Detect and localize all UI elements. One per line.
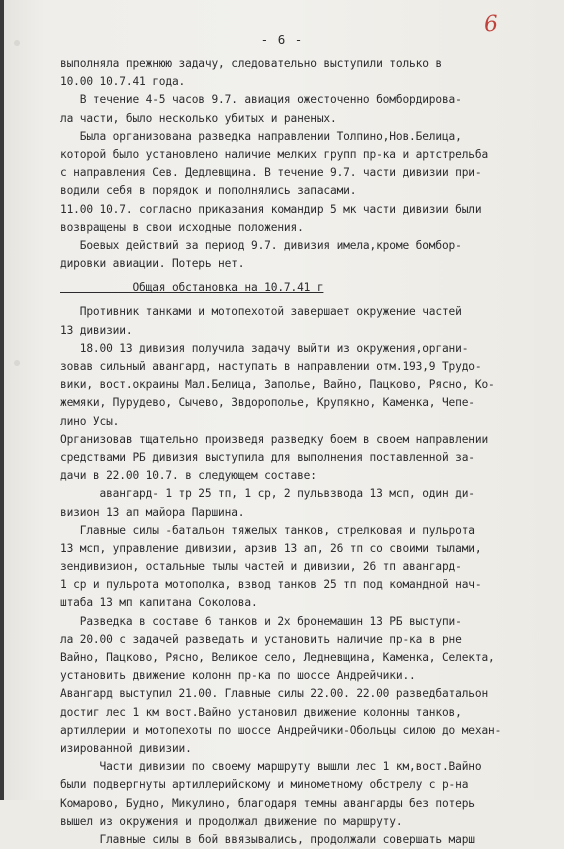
text-line: ла 20.00 с задачей разведать и установить наличие пр-ка в рне	[60, 632, 462, 646]
page-number: - 6 -	[260, 32, 304, 47]
text-line: дачи в 22.00 10.7. в следующем составе:	[60, 469, 317, 483]
text-line: зендивизион, остальные тылы частей и дивизии, 26 тп авангард-	[60, 560, 462, 574]
text-line: Была организована разведка направлении Толпино,Нов.Белица,	[60, 129, 462, 143]
text-line: Организовав тщательно произведя разведку боем в своем направлении	[60, 432, 489, 446]
text-line: изированной дивизии.	[60, 741, 192, 755]
text-line: Комарово, Будно, Микулино, благодаря темны авангарды без потерь	[60, 796, 475, 810]
punch-hole	[14, 360, 20, 366]
text-line: авангард- 1 тр 25 тп, 1 ср, 2 пульвзвода 13 мсп, один ди-	[60, 487, 475, 501]
text-line: Авангард выступил 21.00. Главные силы 22.00. 22.00 разведбатальон	[60, 687, 489, 701]
text-line: Вайно, Пацково, Рясно, Великое село, Ледневщина, Каменка, Селекта,	[60, 651, 495, 664]
text-line: Главные силы в бой ввязывались, продолжали совершать марш	[60, 832, 475, 846]
text-line: Части дивизии по своему маршруту вышли лес 1 км,вост.Вайно	[60, 760, 482, 774]
archive-page-number: 6	[483, 11, 499, 38]
text-line: установить движение колонн пр-ка по шоссе Андрейчики..	[60, 669, 416, 683]
text-line: Разведка в составе 6 танков и 2х бронемашин 13 РБ выступи-	[60, 614, 462, 628]
text-line: 11.00 10.7. согласно приказания командир 5 мк части дивизии были	[60, 202, 482, 216]
text-line: выполняла прежнюю задачу, следовательно выступили только в	[60, 57, 442, 70]
text-line: В течение 4-5 часов 9.7. авиация ожесточенно бомбордирова-	[60, 93, 462, 107]
text-line: возвращены в свои исходные положения.	[60, 220, 304, 234]
text-line: лино Усы.	[60, 414, 120, 428]
text-line: вышел из окружения и продолжал движение по маршруту.	[60, 814, 403, 828]
text-line: 1 ср и пульрота мотополка, взвод танков 25 тп под командной нач-	[60, 578, 482, 592]
text-line: достиг лес 1 км вост.Вайно установил движение колонны танков,	[60, 705, 462, 719]
text-line: водили себя в порядок и пополнялись запасами.	[60, 184, 357, 198]
text-line: 18.00 13 дивизия получила задачу выйти из окружения,органи-	[60, 341, 469, 355]
text-line: 13 мсп, управление дивизии, арзив 13 ап, 26 тп со своими тылами,	[60, 541, 482, 555]
text-line: артиллерии и мотопехоты по шоссе Андрейчики-Обольцы силою до механ-	[60, 723, 502, 737]
document-body	[60, 55, 552, 849]
text-line: ла части, было несколько убитых и раненых.	[60, 111, 337, 125]
scan-edge	[0, 0, 4, 800]
text-line: 10.00 10.7.41 года.	[60, 75, 186, 89]
text-line: штаба 13 мп капитана Соколова.	[60, 596, 258, 610]
section-heading: Общая обстановка на 10.7.41 г	[60, 281, 324, 295]
text-line: дировки авиации. Потерь нет.	[60, 257, 245, 271]
text-line: были подвергнуты артиллерийскому и минометному обстрелу с р-на	[60, 778, 469, 792]
text-line: вики, вост.окраины Мал.Белица, Заполье, Вайно, Пацково, Рясно, Ко-	[60, 378, 495, 392]
text-line: Главные силы -батальон тяжелых танков, стрелковая и пульрота	[60, 523, 475, 537]
text-line: Боевых действий за период 9.7. дивизия имела,кроме бомбор-	[60, 238, 462, 252]
text-line: с направления Сев. Дедлевщина. В течение 9.7. части дивизии при-	[60, 166, 482, 180]
text-line: которой было установлено наличие мелких групп пр-ка и артстрельба	[60, 147, 489, 161]
text-line: Противник танками и мотопехотой завершает окружение частей	[60, 305, 462, 319]
text-line: 13 дивизии.	[60, 323, 133, 337]
text-line: визион 13 ап майора Паршина.	[60, 505, 245, 519]
text-line: зовав сильный авангард, наступать в направлении отм.193,9 Трудо-	[60, 360, 482, 373]
text-line: средствами РБ дивизия выступила для выполнения поставленной за-	[60, 450, 475, 464]
text-line: жемяки, Пурудево, Сычево, Звдорополье, Крупякно, Каменка, Чепе-	[60, 396, 475, 410]
